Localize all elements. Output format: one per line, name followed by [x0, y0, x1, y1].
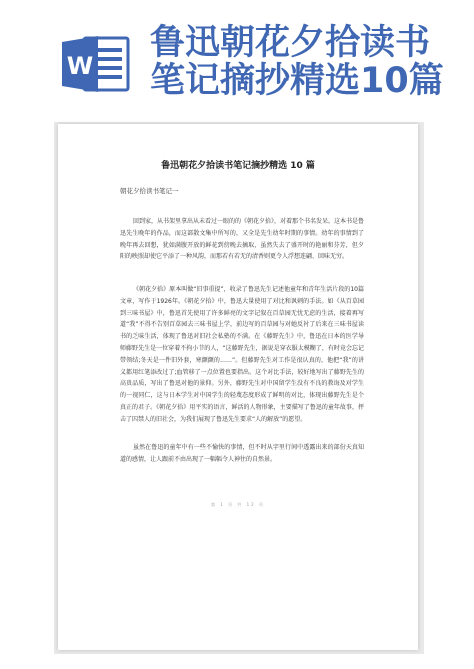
page-footer: 第 1 页 共 12 页 [211, 502, 265, 507]
paragraph-2: 《朝花夕拾》原本叫做“旧事重提”，收录了鲁迅先生记述他童年和青年生活片段的10篇文章，写作于1926年。《朝花夕拾》中，鲁迅大量使用了对比和讽刺的手法。如《从百草园到三味书屋》中，鲁迅首先使用了许多鲜亮的文字记叙在百草园无忧无虑的生活，接着再写道“我”不得不告别百草园去三味书屋上学，前边写的百草园与对她反衬了后来在三味书屋读书的乏味生活，体现了鲁迅对旧社会私塾的不满。在《藤野先生》中，鲁迅在日本的医学导师藤野先生是一位穿着不拘小节的人，“这藤野先生，据说是穿衣服太模糊了，有时竟会忘记带领结;冬天是一件旧外套，寒颤颤的……”。但藤野先生对工作是很认真的，他把“我”的讲义都用红笔添改过了;血管移了一点位置也要指出。这个对比手法，较好地写出了藤野先生的高贵品质，写出了鲁迅对他的景仰。另外，藤野先生对中国留学生没有不良的教诲及对学生的一视同仁，这与日本学生对中国学生的轻蔑态度形成了鲜明的对比，体现出藤野先生是个真正的君子。《朝花夕拾》用平实的语言，鲜活的人物形象，主要描写了鲁迅的童年故事，抨击了囚禁人的旧社会，为我们展现了鲁迅先生要求“人的解放”的愿望。 [120, 286, 364, 423]
paragraph-1: 回到家，从书架里拿出从未看过一眼的的《朝花夕拾》，对着那个书名发呆。这本书是鲁迅先生晚年的作品，而这部散文集中所写的，又全是先生幼年时期的事情。幼年的事情到了晚年再去回想，犹如满腹开放的鲜花到傍晚去摘取，虽然失去了盛开时的艳丽和芬芳，但夕阳的映照却使它平添了一种风韵，而那若有若无的清香则更令人浮想连翩、回味无穷。 [120, 218, 365, 261]
document-title: 鲁迅朝花夕拾读书笔记摘抄精选 10 篇 [161, 161, 315, 171]
word-document-icon [62, 36, 132, 92]
banner-title: 鲁迅朝花夕拾读书 笔记摘抄精选10篇 [150, 23, 444, 101]
word-icon-letter: W [66, 52, 94, 80]
document-subheading: 朝花夕拾读书笔记一 [120, 187, 179, 195]
document-page [58, 124, 418, 650]
banner [0, 0, 474, 110]
paragraph-3: 虽然在鲁迅的童年中有一些不愉快的事情，但不时从字里行间中透露出来的部份天真知道的感情，让人跟前不由出现了一幅幅令人神往的自然景。 [120, 444, 364, 463]
